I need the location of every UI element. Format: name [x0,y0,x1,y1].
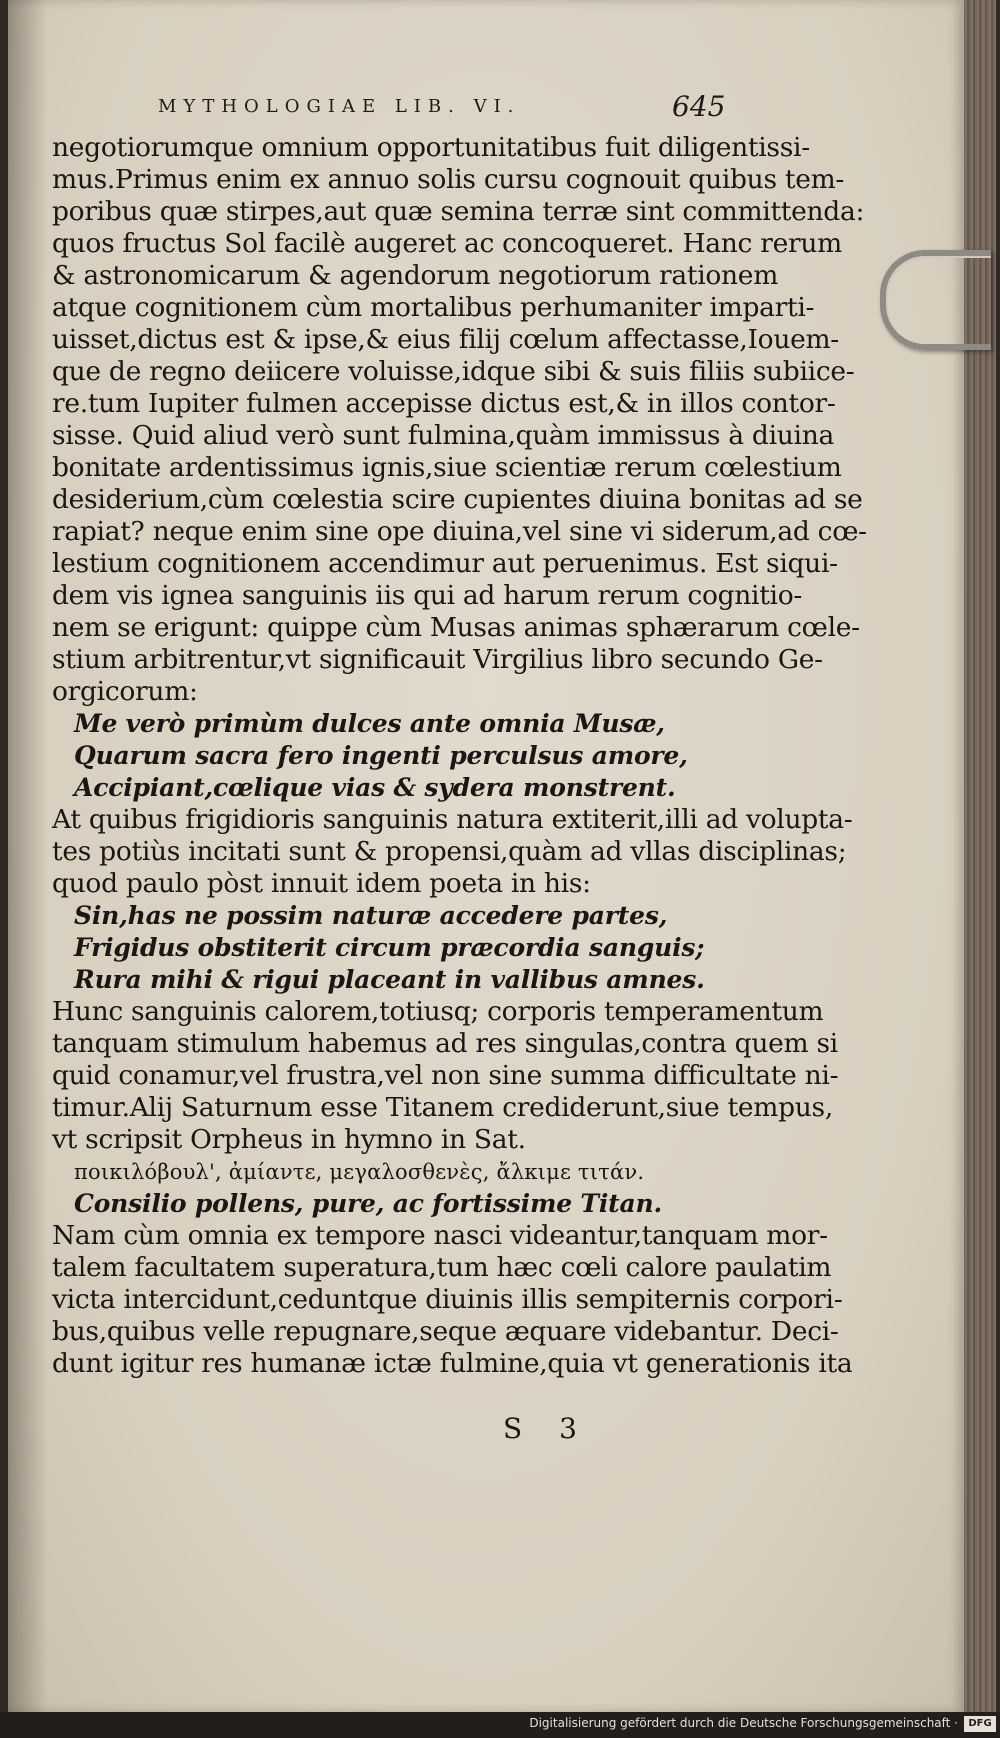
text-line: & astronomicarum & agendorum negotiorum rationem [52,260,779,291]
text-line: Hunc sanguinis calorem,totiusq; corporis temperamentum [52,996,824,1027]
page-number: 645 [672,90,726,123]
text-line: que de regno deiicere voluisse,idque sibi & suis filiis subiice- [52,356,855,387]
text-line: nem se erigunt: quippe cùm Musas animas sphærarum cœle- [52,612,860,643]
greek-verse: ποικιλόβουλ', ἀμίαντε, μεγαλοσθενὲς, ἄλκιμε τιτάν. [74,1160,645,1184]
text-line: poribus quæ stirpes,aut quæ semina terræ sint committenda: [52,196,865,227]
text-line: quod paulo pòst innuit idem poeta in his: [52,868,591,899]
gutter-shadow [8,0,48,1712]
text-line: timur.Alij Saturnum esse Titanem crediderunt,siue tempus, [52,1092,833,1123]
running-head: MYTHOLOGIAE LIB. VI. [158,96,521,117]
dfg-logo-icon: DFG [964,1716,996,1732]
text-line: Nam cùm omnia ex tempore nasci videantur,tanquam mor- [52,1220,828,1251]
text-line: bonitate ardentissimus ignis,siue scientiæ rerum cœlestium [52,452,842,483]
text-line: bus,quibus velle repugnare,seque æquare videbantur. Deci- [52,1316,839,1347]
text-line: dunt igitur res humanæ ictæ fulmine,quia vt generationis ita [52,1348,853,1379]
text-line: desiderium,cùm cœlestia scire cupientes diuina bonitas ad se [52,484,863,515]
funding-credit: Digitalisierung gefördert durch die Deutsche Forschungsgemeinschaft · [529,1716,958,1730]
text-line: rapiat? neque enim sine ope diuina,vel sine vi siderum,ad cœ- [52,516,867,547]
text-line: quid conamur,vel frustra,vel non sine summa difficultate ni- [52,1060,839,1091]
text-line: talem facultatem superatura,tum hæc cœli calore paulatim [52,1252,832,1283]
text-line: mus.Primus enim ex annuo solis cursu cognouit quibus tem- [52,164,845,195]
book-page [8,0,964,1712]
main-text [52,132,867,1380]
verse-line: Frigidus obstiterit circum præcordia sanguis; [74,933,705,962]
text-line: orgicorum: [52,676,198,707]
text-line: stium arbitrentur,vt significauit Virgilius libro secundo Ge- [52,644,823,675]
verse-line: Accipiant,cœlique vias & sydera monstrent. [74,773,676,802]
text-line: tanquam stimulum habemus ad res singulas,contra quem si [52,1028,838,1059]
text-line: uisset,dictus est & ipse,& eius filij cœlum affectasse,Iouem- [52,324,839,355]
text-line: tes potiùs incitati sunt & propensi,quàm ad vllas disciplinas; [52,836,847,867]
verse-line: Quarum sacra fero ingenti perculsus amore, [74,741,688,770]
text-line: dem vis ignea sanguinis iis qui ad harum rerum cognitio- [52,580,803,611]
bookmark-clip-icon [880,250,991,350]
text-line: lestium cognitionem accendimur aut peruenimus. Est siqui- [52,548,838,579]
text-line: negotiorumque omnium opportunitatibus fuit diligentissi- [52,132,810,163]
text-line: atque cognitionem cùm mortalibus perhumaniter imparti- [52,292,815,323]
text-line: re.tum Iupiter fulmen accepisse dictus est,& in illos contor- [52,388,836,419]
latin-translation: Consilio pollens, pure, ac fortissime Titan. [74,1189,662,1218]
text-line: vt scripsit Orpheus in hymno in Sat. [52,1124,526,1155]
text-line: sisse. Quid aliud verò sunt fulmina,quàm immissus à diuina [52,420,834,451]
verse-line: Sin,has ne possim naturæ accedere partes, [74,901,668,930]
text-line: victa intercidunt,ceduntque diuinis illis sempiternis corpori- [52,1284,843,1315]
text-line: quos fructus Sol facilè augeret ac concoqueret. Hanc rerum [52,228,842,259]
verse-line: Rura mihi & rigui placeant in vallibus amnes. [74,965,705,994]
signature-mark: S 3 [503,1412,591,1445]
verse-line: Me verò primùm dulces ante omnia Musæ, [74,709,665,738]
text-line: At quibus frigidioris sanguinis natura extiterit,illi ad volupta- [52,804,853,835]
